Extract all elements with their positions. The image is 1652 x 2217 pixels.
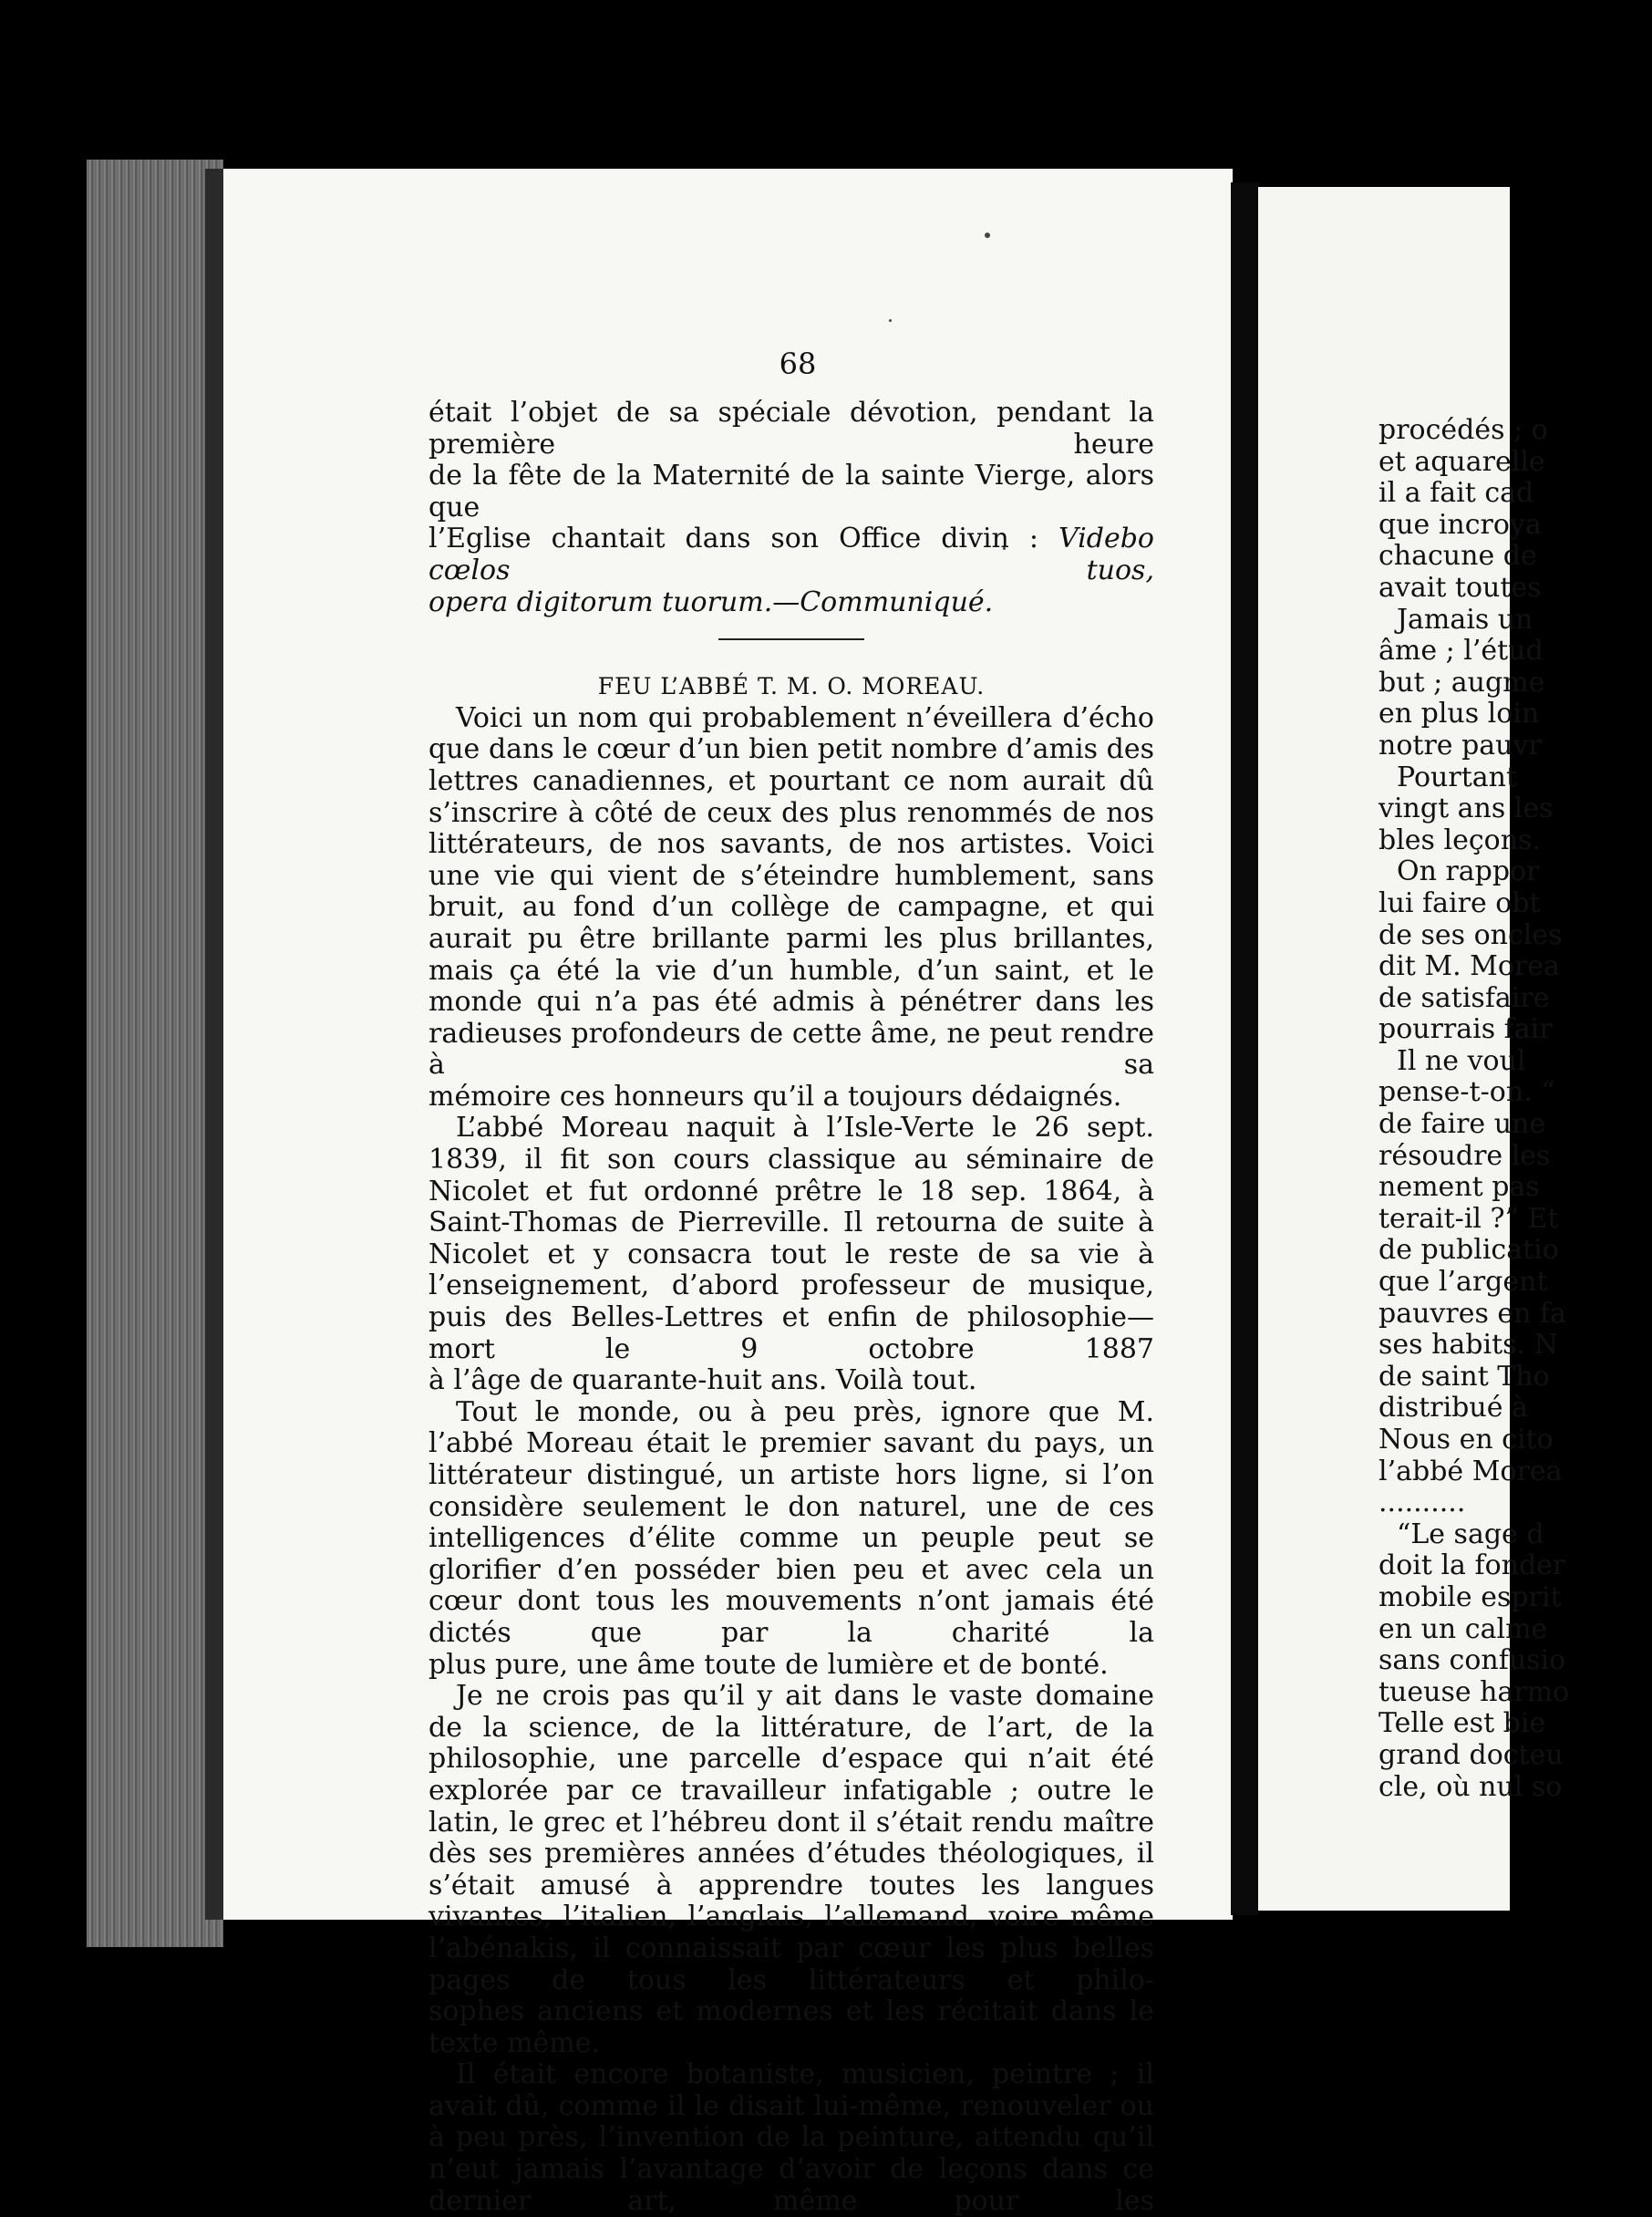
intro-line [428, 523, 1154, 586]
right-page-line: pourrais fair [1378, 1013, 1553, 1046]
right-page-line: l’abbé Morea [1378, 1455, 1563, 1487]
right-page-line: dit M. Morea [1378, 950, 1560, 983]
right-page-line: Telle est bie [1378, 1707, 1546, 1740]
right-page-line: Il ne voul [1397, 1044, 1526, 1077]
right-page-line: avait toutes [1378, 571, 1542, 604]
right-page-line: en plus loin [1378, 698, 1540, 730]
section-divider [718, 638, 864, 640]
paragraph-last-line: à l’âge de quarante-huit ans. Voilà tout. [428, 1364, 977, 1397]
right-page-line: il a fait cad [1378, 477, 1534, 510]
paragraph-body: Il était encore botaniste, musicien, peintre ; il avait dû, comme il le disait lui-même, renouveler ou à peu près, l’invention de la peinture, attendu qu’il n’eut jamais l’avantage d’avoir de leçons dans ce dernier art, même pour les [428, 2058, 1154, 2217]
right-page-line: vingt ans les [1378, 793, 1554, 825]
dust-speck [985, 233, 990, 238]
right-page-line: pauvres en fa [1378, 1297, 1566, 1330]
book-page-edges [87, 160, 223, 1947]
latin-quote: Videbo cœlos tuos, [428, 523, 1154, 586]
paragraph-last-line: mémoire ces honneurs qu’il a toujours dédaignés. [428, 1080, 1122, 1113]
right-page-line: cle, où nul so [1378, 1770, 1563, 1803]
right-page-line: bles leçons. [1378, 824, 1541, 856]
right-page-line: lui faire obt [1378, 886, 1541, 919]
article-text [428, 398, 1154, 2217]
intro-line: était l’objet de sa spéciale dévotion, pendant la première heure [428, 397, 1154, 461]
right-page-line: en un calme [1378, 1612, 1548, 1645]
right-page [1258, 187, 1570, 1911]
right-page-line: nement pas [1378, 1171, 1540, 1204]
paragraph-body: Je ne crois pas qu’il y ait dans le vaste domaine de la science, de la littérature, de l’art, de la philosophie, une parcelle d’espace qui n’ait été explorée par ce travailleur infatigable ; outre le latin, le grec et l’hébreu dont il s’était rendu maître dès ses premières années d’études théologiques, il s’était amusé à apprendre toutes les langues vivantes, l’italien, l’anglais, l’allemand, voire même l’abénakis, il connaissait par cœur les plus belles pages de tous les littérateurs et philo- [428, 1680, 1154, 1996]
right-page-line: de saint Tho [1378, 1360, 1550, 1393]
right-page-line: doit la fonder [1378, 1549, 1566, 1582]
right-page-line: Pourtant [1397, 761, 1518, 793]
intro-line [428, 587, 1154, 619]
right-page-line: âme ; l’étud [1378, 635, 1544, 668]
right-page-line: ses habits. N [1378, 1329, 1558, 1362]
right-page-line: procédés ; o [1378, 414, 1548, 446]
paragraph-body: Tout le monde, ou à peu près, ignore que M. l’abbé Moreau était le premier savant du pays, un littérateur distingué, un artiste hors ligne, si l’on considère seulement le don naturel, une de ces intelligences d’élite comme un peuple peut se glorifier d’en posséder bien peu et avec cela un cœur dont tous les mouvements n’ont jamais été dictés que par la charité la [428, 1395, 1154, 1649]
intro-line: de la fête de la Maternité de la sainte Vierge, alors que [428, 460, 1154, 523]
right-page-line: “Le sage d [1397, 1518, 1544, 1550]
right-page-line: Nous en cito [1378, 1424, 1554, 1456]
right-page-line: de satisfaire [1378, 981, 1550, 1014]
right-page-line: mobile esprit [1378, 1580, 1562, 1613]
intro-roman: l’Eglise chantait dans son Office divin : [428, 523, 1059, 555]
right-page-line: distribué à [1378, 1392, 1528, 1424]
book-gutter [1231, 182, 1258, 1915]
right-page-line: résoudre les [1378, 1139, 1551, 1172]
right-page-line: pense-t-on. “ [1378, 1076, 1555, 1109]
paragraph-last-line: sophes anciens et modernes et les récitait dans le texte même. [428, 1995, 1154, 2059]
right-page-line: de ses oncles [1378, 918, 1563, 951]
paragraph-body: Voici un nom qui probablement n’éveillera d’écho que dans le cœur d’un bien petit nombre d’amis des lettres canadiennes, et pourtant ce nom aurait dû s’inscrire à côté de ceux des plus renommés de nos littérateurs, de nos savants, de nos artistes. Voici une vie qui vient de s’éteindre humblement, sans bruit, au fond d’un collège de campagne, et qui aurait pu être brillante parmi les plus brillantes, mais ça été la vie d’un humble, d’un saint, et le monde qui n’a pas été admis à pénétrer dans les radieuses profondeurs de cette âme, ne peut rendre à sa [428, 701, 1154, 1082]
latin-quote-end: opera digitorum tuorum.—Communiqué. [428, 585, 994, 618]
right-page-line: grand docteu [1378, 1738, 1564, 1771]
right-page-line: but ; augme [1378, 666, 1545, 699]
page-number: 68 [779, 347, 817, 381]
dust-speck [889, 319, 892, 322]
paragraph-last-line: plus pure, une âme toute de lumière et de bonté. [428, 1648, 1109, 1681]
right-page-line: sans confusio [1378, 1644, 1566, 1677]
book-edge-shadow [205, 169, 225, 1920]
right-page-line: notre pauvr [1378, 729, 1542, 761]
paragraph-body: L’abbé Moreau naquit à l’Isle-Verte le 26 sept. 1839, il fit son cours classique au séminaire de Nicolet et fut ordonné prêtre le 18 sep. 1864, à Saint-Thomas de Pierreville. Il retourna de suite à Nicolet et y consacra tout le reste de sa vie à l’enseignement, d’abord professeur de musique, puis des Belles-Lettres et enfin de philosophie—mort le 9 octobre 1887 [428, 1112, 1154, 1365]
right-page-line: de faire une [1378, 1108, 1546, 1141]
article-heading: FEU L’ABBÉ T. M. O. MOREAU. [597, 673, 986, 700]
right-page-line: .......... [1378, 1487, 1466, 1519]
right-page-line: et aquarelle [1378, 445, 1545, 478]
right-page-line: que incroya [1378, 508, 1542, 541]
right-page-line: de publicatio [1378, 1234, 1559, 1267]
right-page-line: Jamais un [1397, 603, 1533, 636]
right-page-line: que l’argent [1378, 1266, 1548, 1299]
right-page-text [1378, 415, 1652, 1803]
right-page-line: chacune de [1378, 540, 1537, 573]
right-page-line: terait-il ?” Et [1378, 1202, 1559, 1235]
right-page-line: tueuse harmo [1378, 1675, 1570, 1708]
right-page-line: On rappor [1397, 855, 1540, 888]
